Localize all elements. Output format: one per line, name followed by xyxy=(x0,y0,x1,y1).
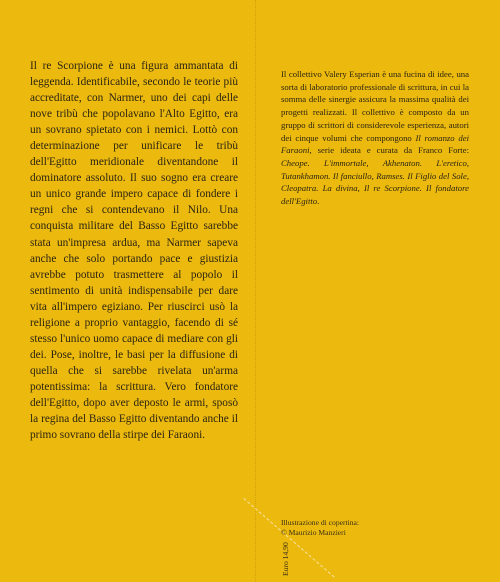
credit-label: Illustrazione di copertina: xyxy=(281,518,360,527)
synopsis-text: Il re Scorpione è una figura ammantata di leggenda. Identificabile, secondo le teorie più accreditate, con Narmer, uno dei capi delle nove tribù che popolavano l'Alto Egitto, era un sovrano spietato con i nemici. Lottò con determinazione per unificare le tribù dell'Egitto meridionale diventandone il dominatore assoluto. Il suo sogno era creare un unico grande impero capace di fondere i regni che si contendevano il Nilo. Una conquista militare del Basso Egitto sarebbe stata un'impresa ardua, ma Narmer sapeva anche che solo portando pace e giustizia avrebbe potuto trasmettere al popolo il sentimento di unità indispensabile per dare vita all'impero egiziano. Per riuscirci usò la religione a proprio vantaggio, facendo di sé stesso l'unico uomo capace di mediare con gli dei. Pose, inoltre, le basi per la diffusione di quella che si sarebbe rivelata un'arma potentissima: la scrittura. Vero fondatore dell'Egitto, dopo aver deposto le armi, sposò la regina del Basso Egitto diventando anche il primo sovrano della stirpe dei Faraoni. xyxy=(30,60,238,442)
right-flap-author-bio xyxy=(281,68,469,208)
bio-end: . xyxy=(317,196,320,207)
price-label: Euro 14,90 xyxy=(281,542,290,576)
bio-intro: Il collettivo Valery Esperian è una fucina di idee, una sorta di laboratorio professionale di scrittura, in cui la somma delle sinergie assicura la massima qualità dei progetti realizzati. Il collettivo è composto da un gruppo di scrittori di considerevole esperienza, autori dei cinque volumi che compongono xyxy=(281,69,469,143)
left-flap-synopsis xyxy=(30,58,238,443)
credit-name: © Maurizio Manzieri xyxy=(281,527,346,537)
volume-list: Cheope. L'immortale, Akhenaton. L'eretico, Tutankhamon. Il fanciullo, Ramses. Il Figlio del Sole, Cleopatra. La divina, Il re Scorpione. Il fondatore dell'Egitto xyxy=(281,157,469,207)
author-bio xyxy=(281,68,469,208)
series-title: Il romanzo dei Faraoni xyxy=(281,132,469,156)
bio-middle: , serie ideata e curata da Franco Forte: xyxy=(309,145,469,156)
fold-divider xyxy=(255,0,256,582)
cover-credit xyxy=(281,518,441,537)
